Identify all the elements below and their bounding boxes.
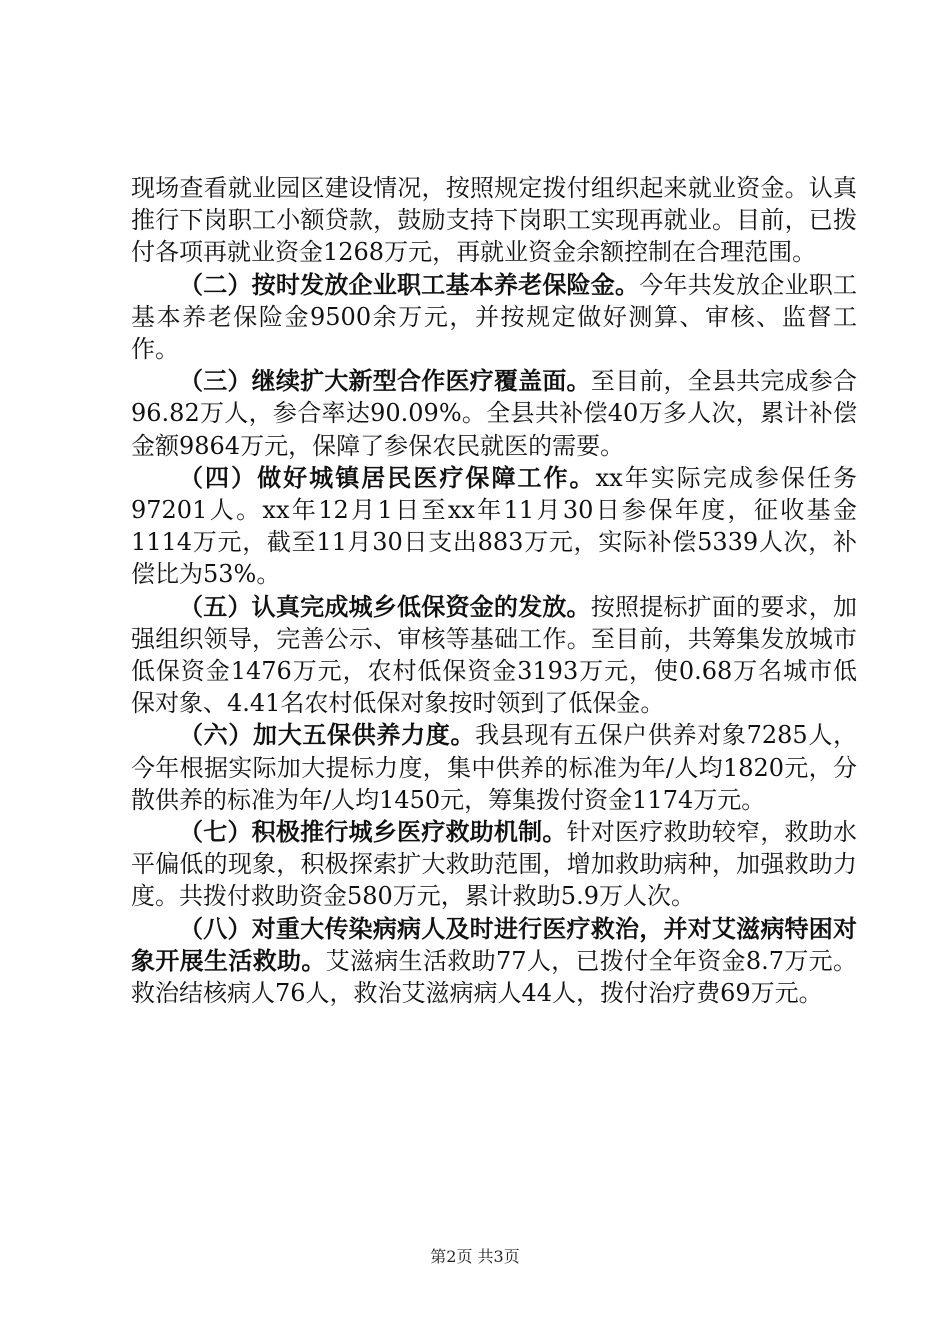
paragraph-7 — [131, 816, 857, 913]
paragraph-8-text: 艾滋病生活救助77人，已拨付全年资金8.7万元。救治结核病人76人，救治艾滋病病人44人，拨付治疗费69万元。 — [131, 946, 857, 1008]
paragraph-3-heading: （三）继续扩大新型合作医疗覆盖面。 — [179, 367, 591, 396]
paragraph-5-text: 按照提标扩面的要求，加强组织领导，完善公示、审核等基础工作。至目前，共筹集发放城市低保资金1476万元，农村低保资金3193万元，使0.68万名城市低保对象、4.41名农村低保对象按时领到了低保金。 — [131, 592, 858, 718]
paragraph-7-text: 针对医疗救助较窄，救助水平偏低的现象，积极探索扩大救助范围，增加救助病种，加强救助力度。共拨付救助资金580万元，累计救助5.9万人次。 — [131, 818, 858, 911]
paragraph-5-heading: （五）认真完成城乡低保资金的发放。 — [179, 592, 591, 621]
paragraph-4 — [131, 462, 857, 591]
paragraph-6-text: 我县现有五保户供养对象7285人，今年根据实际加大提标力度，集中供养的标准为年/人均1820元，分散供养的标准为年/人均1450元，筹集拨付资金1174万元。 — [131, 721, 858, 814]
paragraph-7-heading: （七）积极推行城乡医疗救助机制。 — [179, 818, 567, 847]
page-number-label: 第2页 共3页 — [430, 1247, 520, 1266]
paragraph-2-heading: （二）按时发放企业职工基本养老保险金。 — [179, 270, 640, 299]
paragraph-5 — [131, 591, 857, 720]
paragraph-8 — [131, 913, 857, 1010]
paragraph-1-text: 现场查看就业园区建设情况，按照规定拨付组织起来就业资金。认真推行下岗职工小额贷款，鼓励支持下岗职工实现再就业。目前，已拨付各项再就业资金1268万元，再就业资金余额控制在合理范围。 — [131, 174, 857, 267]
paragraph-1 — [131, 172, 857, 269]
paragraph-6-heading: （六）加大五保供养力度。 — [179, 721, 476, 750]
paragraph-8-heading: （八）对重大传染病病人及时进行医疗救治，并对艾滋病特困对象开展生活救助。 — [131, 914, 857, 975]
paragraph-3 — [131, 365, 857, 462]
page-footer — [0, 1244, 950, 1267]
paragraph-2-text: 今年共发放企业职工基本养老保险金9500余万元，并按规定做好测算、审核、监督工作。 — [131, 270, 858, 364]
paragraph-3-text: 至目前，全县共完成参合96.82万人，参合率达90.09%。全县共补偿40万多人次，累计补偿金额9864万元，保障了参保农民就医的需要。 — [131, 367, 858, 460]
paragraph-6 — [131, 719, 857, 816]
document-body — [131, 172, 857, 1009]
paragraph-2 — [131, 269, 857, 366]
paragraph-4-text: xx年实际完成参保任务97201人。xx年12月1日至xx年11月30日参保年度，征收基金1114万元，截至11月30日支出883万元，实际补偿5339人次，补偿比为53%。 — [131, 463, 857, 589]
paragraph-4-heading: （四）做好城镇居民医疗保障工作。 — [179, 463, 596, 492]
